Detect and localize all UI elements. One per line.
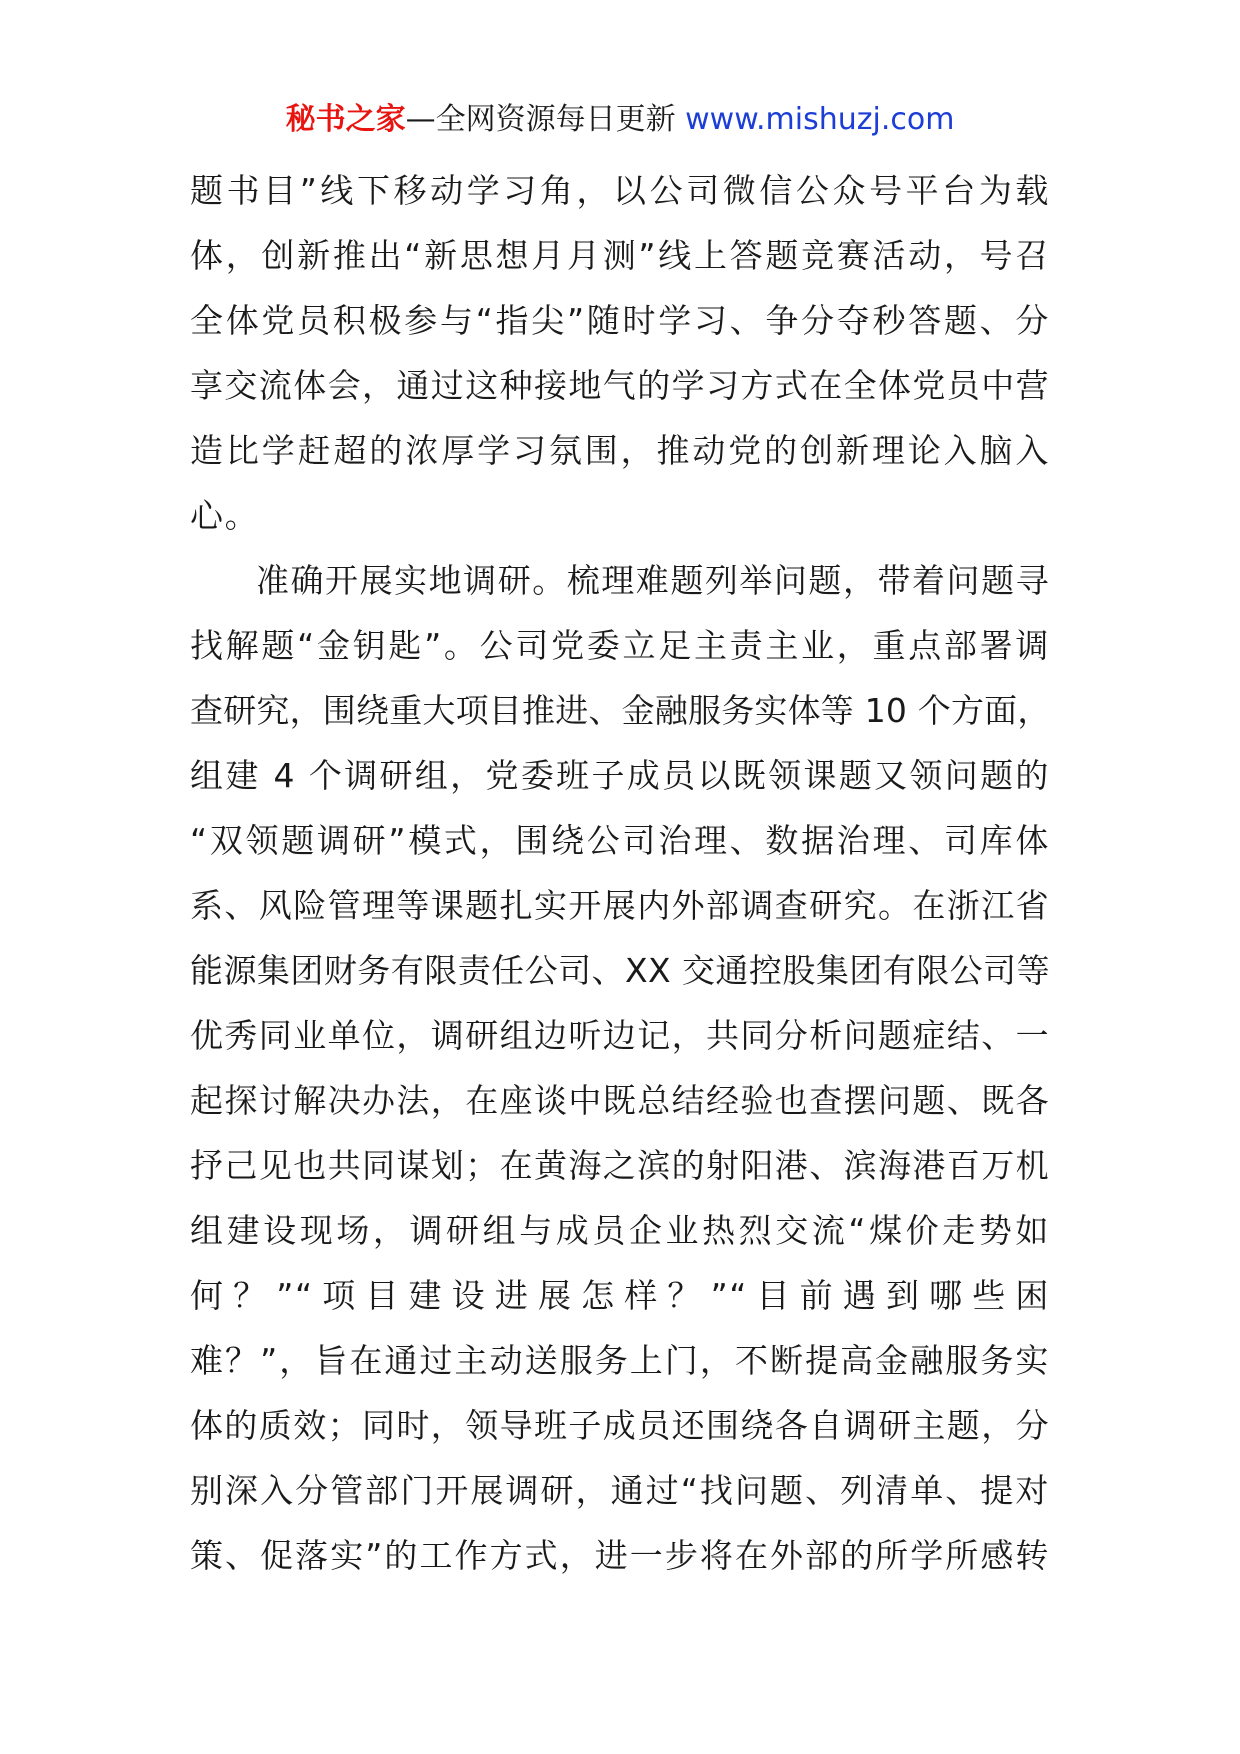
paragraph-first-line: 准确开展实地调研。梳理难题列举问题，带着问题寻 [256, 561, 1050, 600]
text-line: 心。 [190, 496, 260, 535]
text-line: 造比学赶超的浓厚学习氛围，推动党的创新理论入脑入 [190, 431, 1050, 470]
text-line: 体，创新推出“新思想月月测”线上答题竞赛活动，号召 [190, 236, 1050, 275]
body-text [190, 158, 1050, 1588]
header-tagline: —全网资源每日更新 [405, 102, 686, 137]
text-line: 享交流体会，通过这种接地气的学习方式在全体党员中营 [190, 366, 1050, 405]
text-line: 策、促落实”的工作方式，进一步将在外部的所学所感转 [190, 1536, 1050, 1575]
text-line: 找解题“金钥匙”。公司党委立足主责主业，重点部署调 [190, 626, 1050, 665]
text-line: 起探讨解决办法，在座谈中既总结经验也查摆问题、既各 [190, 1081, 1050, 1120]
text-line: 抒己见也共同谋划；在黄海之滨的射阳港、滨海港百万机 [190, 1146, 1050, 1185]
brand-name: 秘书之家 [285, 102, 406, 137]
text-line: 查研究，围绕重大项目推进、金融服务实体等 10 个方面， [190, 691, 1051, 730]
text-line: 能源集团财务有限责任公司、XX 交通控股集团有限公司等 [190, 951, 1050, 990]
text-line: 优秀同业单位，调研组边听边记，共同分析问题症结、一 [190, 1016, 1050, 1055]
text-line: 题书目”线下移动学习角，以公司微信公众号平台为载 [190, 171, 1050, 210]
text-line: “双领题调研”模式，围绕公司治理、数据治理、司库体 [190, 821, 1050, 860]
text-line: 别深入分管部门开展调研，通过“找问题、列清单、提对 [190, 1471, 1050, 1510]
text-line: 难？”，旨在通过主动送服务上门，不断提高金融服务实 [190, 1341, 1050, 1380]
text-line: 体的质效；同时，领导班子成员还围绕各自调研主题，分 [190, 1406, 1050, 1445]
text-line: 组建 4 个调研组，党委班子成员以既领课题又领问题的 [190, 756, 1050, 795]
text-line: 系、风险管理等课题扎实开展内外部调查研究。在浙江省 [190, 886, 1050, 925]
text-line: 组建设现场，调研组与成员企业热烈交流“煤价走势如 [190, 1211, 1050, 1250]
page-header [0, 100, 1240, 140]
text-line: 何？”“项目建设进展怎样？”“目前遇到哪些困 [190, 1276, 1050, 1315]
text-line: 全体党员积极参与“指尖”随时学习、争分夺秒答题、分 [190, 301, 1050, 340]
site-url-link[interactable]: www.mishuzj.com [685, 102, 955, 137]
